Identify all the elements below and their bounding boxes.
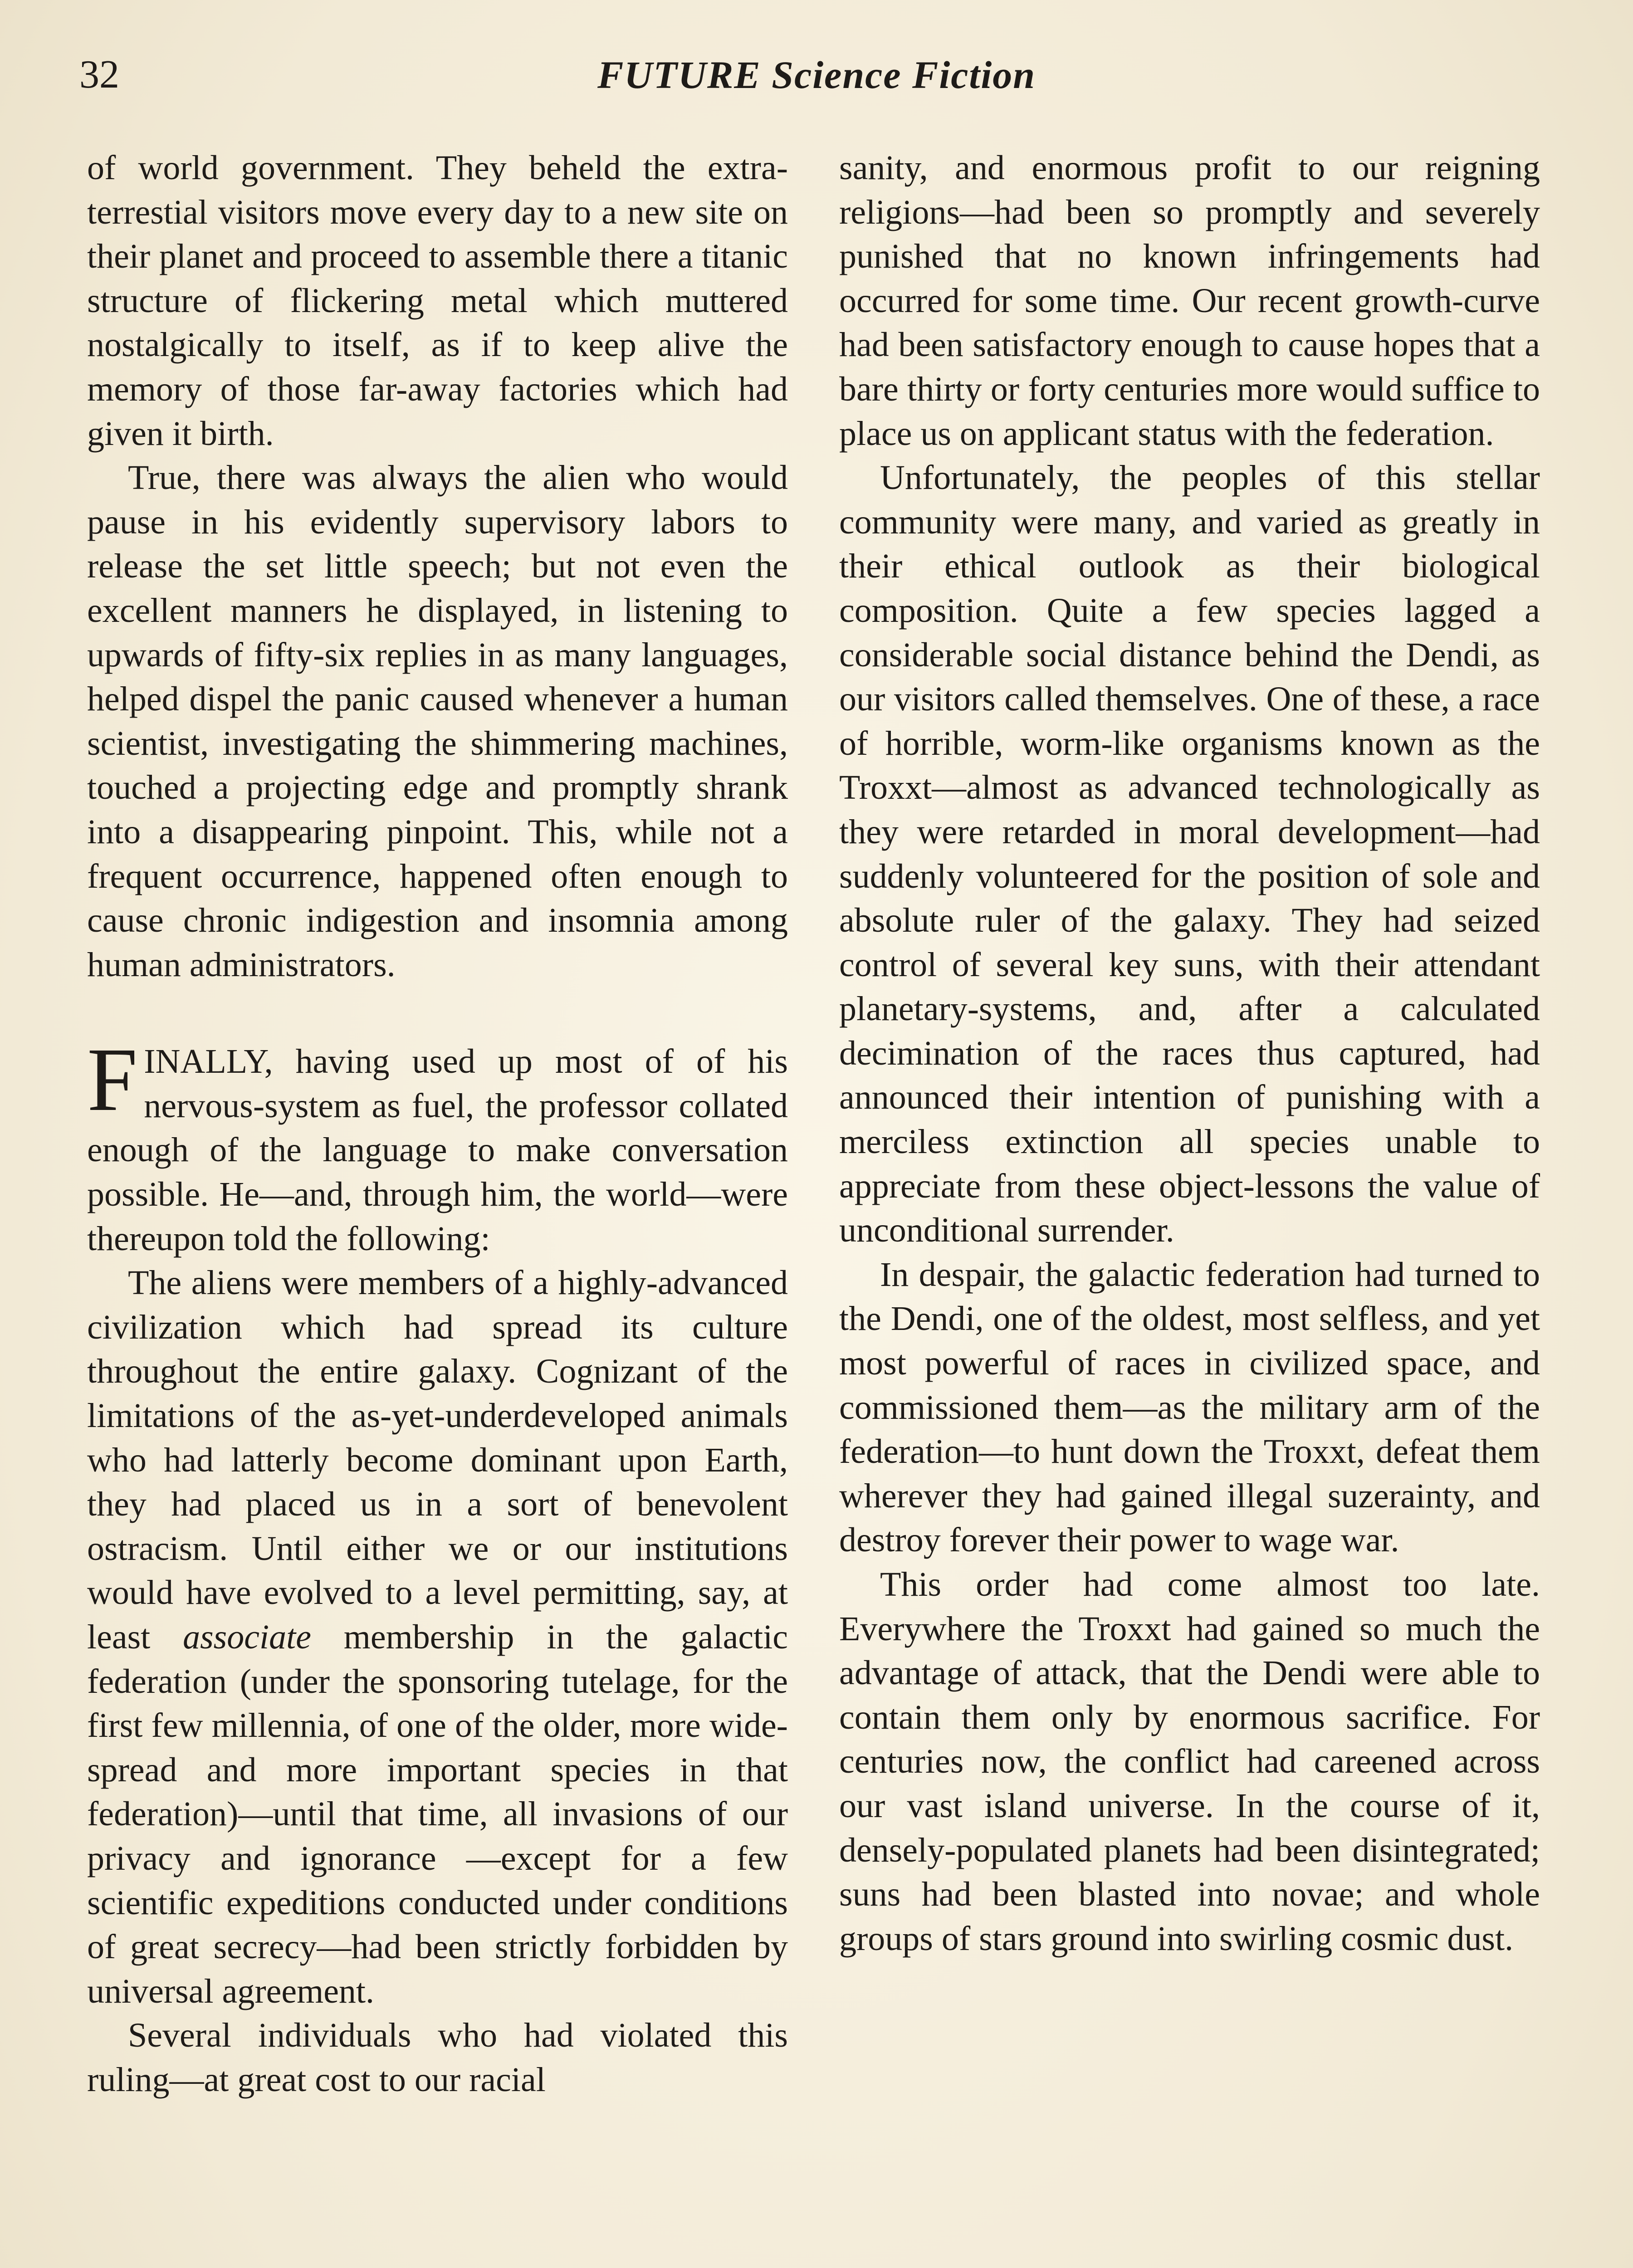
drop-cap: F [87, 1030, 138, 1130]
page-number: 32 [79, 53, 119, 97]
section-opening-paragraph [87, 1030, 788, 1261]
paragraph-text: INALLY, having used up most of of his nervous-system as fuel, the professor collated enough of the language to make conversation possible. He—and, through him, the world—were thereupon told the following: [87, 1042, 788, 1258]
page-header [79, 43, 1554, 107]
left-column [87, 146, 788, 2102]
emphasized-word: associate [183, 1618, 311, 1656]
paragraph: of world government. They beheld the extra-terrestial visitors move every day to a new site on their planet and proceed to assemble there a titanic structure of flickering metal which muttered nostalgically to itself, as if to keep alive the memory of those far-away factories which had given it birth. [87, 149, 788, 453]
paragraph: sanity, and enormous profit to our reigning religions—had been so promptly and severely punished that no known infringements had occurred for some time. Our recent growth-curve had been satisfactory enough to cause hopes that a bare thirty or forty centuries more would suffice to place us on applicant status with the federation. [839, 149, 1540, 453]
magazine-title: FUTURE Science Fiction [597, 53, 1036, 97]
right-column [839, 146, 1540, 1961]
paragraph: In despair, the galactic federation had turned to the Dendi, one of the oldest, most selfless, and yet most powerful of races in civilized space, and commissioned them—as the military arm of the federation—to hunt down the Troxxt, defeat them wherever they had gained illegal suzerainty, and destroy forever their power to wage war. [839, 1255, 1540, 1559]
paragraph-text: membership in the galactic federation (under the sponsoring tutelage, for the first few millennia, of one of the older, more wide-spread and more important species in that federation)—until that time, all invasions of our privacy and ignorance —except for a few scientific expeditions conducted under conditions of great secrecy—had been strictly forbidden by universal agreement. [87, 1618, 788, 2010]
paragraph: Several individuals who had violated this ruling—at great cost to our racial [87, 2016, 788, 2099]
paragraph [87, 1261, 788, 2014]
paragraph: This order had come almost too late. Everywhere the Troxxt had gained so much the advantage of attack, that the Dendi were able to contain them only by enormous sacrifice. For centuries now, the conflict had careened across our vast island universe. In the course of it, densely-populated planets had been disintegrated; suns had been blasted into novae; and whole groups of stars ground into swirling cosmic dust. [839, 1565, 1540, 1958]
paragraph: True, there was always the alien who would pause in his evidently supervisory labors to release the set little speech; but not even the excellent manners he displayed, in listening to upwards of fifty-six replies in as many languages, helped dispel the panic caused whenever a human scientist, investigating the shimmering machines, touched a projecting edge and promptly shrank into a disappearing pinpoint. This, while not a frequent occurrence, happened often enough to cause chronic indigestion and insomnia among human administrators. [87, 459, 788, 984]
paragraph: Unfortunately, the peoples of this stellar community were many, and varied as greatly in their ethical outlook as their biological composition. Quite a few species lagged a considerable social distance behind the Dendi, as our visitors called themselves. One of these, a race of horrible, worm-like organisms known as the Troxxt—almost as advanced technologically as they were retarded in moral development—had suddenly volunteered for the position of sole and absolute ruler of the galaxy. They had seized control of several key suns, with their attendant planetary-systems, and, after a calculated decimination of the races thus captured, had announced their intention of punishing with a merciless extinction all species unable to appreciate from these object-lessons the value of unconditional surrender. [839, 459, 1540, 1250]
paragraph-text: The aliens were members of a highly-advanced civilization which had spread its culture throughout the entire galaxy. Cognizant of the limitations of the as-yet-underdeveloped animals who had latterly become dominant upon Earth, they had placed us in a sort of benevolent ostracism. Until either we or our institutions would have evolved to a level permitting, say, at least [87, 1264, 788, 1656]
